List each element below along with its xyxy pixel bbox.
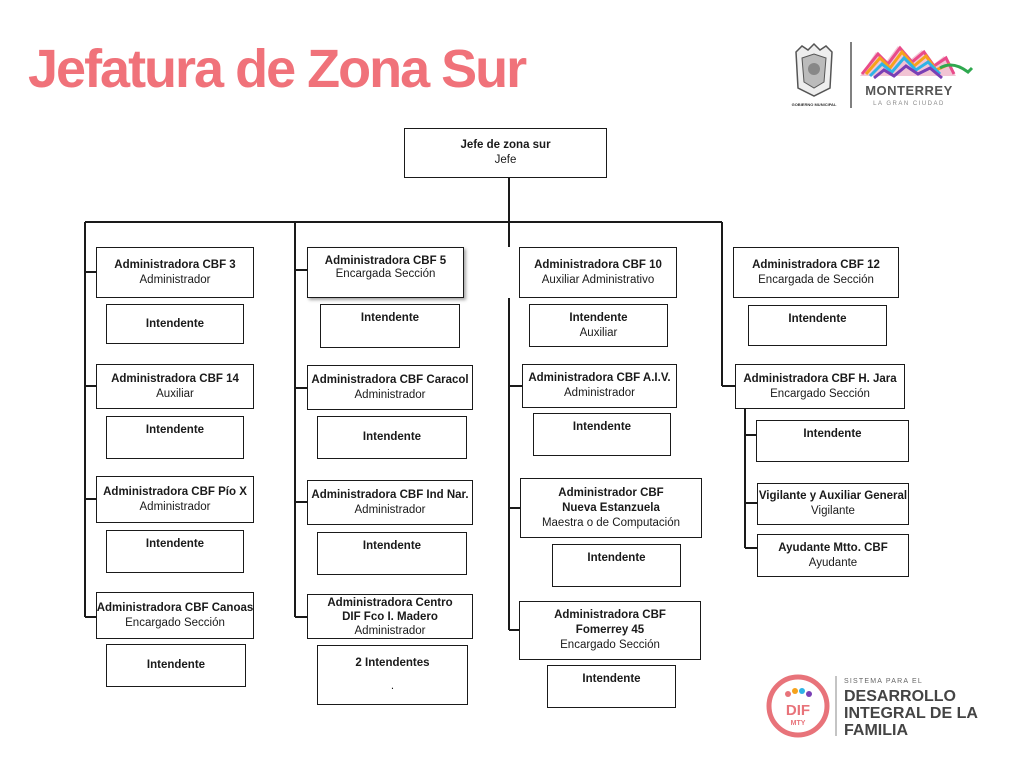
svg-text:DESARROLLO: DESARROLLO — [844, 688, 956, 705]
node-cbf-ind-nar-intendente — [317, 532, 467, 575]
node-note: . — [390, 680, 395, 692]
node-title: Intendente — [145, 538, 205, 550]
node-subtitle: Jefe — [494, 154, 517, 166]
node-cbf-10-intendente — [529, 304, 668, 347]
node-subtitle: Administrador — [354, 624, 426, 637]
page-title: Jefatura de Zona Sur — [28, 39, 526, 99]
node-cbf-canoas — [96, 592, 254, 639]
node-cbf-canoas-intendente — [106, 644, 246, 687]
node-subtitle: Encargado Sección — [560, 639, 660, 651]
node-subtitle: Encargada Sección — [335, 268, 436, 280]
node-cbf-nueva-estanzuela-intendente — [552, 544, 681, 587]
node-cbf-pio-x-intendente — [106, 530, 244, 573]
svg-text:INTEGRAL DE LA: INTEGRAL DE LA — [844, 705, 978, 722]
node-title-line-2: DIF Fco I. Madero — [342, 610, 438, 623]
node-cbf-fomerrey-45-intendente — [547, 665, 676, 708]
node-cbf-3-intendente — [106, 304, 244, 344]
node-subtitle: Vigilante — [811, 505, 855, 517]
dif-family-icon — [769, 677, 827, 735]
node-cbf-aiv — [522, 364, 677, 408]
dif-logo — [766, 670, 991, 742]
svg-text:MONTERREY: MONTERREY — [865, 83, 953, 98]
node-subtitle: Encargada de Sección — [758, 273, 874, 286]
node-subtitle: Ayudante — [808, 556, 858, 569]
node-cbf-5 — [307, 247, 464, 298]
node-cbf-caracol — [307, 365, 473, 410]
node-centro-dif-madero-intendentes — [317, 645, 468, 705]
node-title: Administradora CBF Ind Nar. — [311, 488, 469, 501]
node-cbf-fomerrey-45 — [519, 601, 701, 660]
node-title: Intendente — [572, 421, 632, 433]
node-cbf-h-jara-vigilante — [757, 483, 909, 525]
node-cbf-h-jara-ayudante — [757, 534, 909, 577]
svg-text:DIF: DIF — [785, 702, 811, 719]
node-cbf-pio-x — [96, 476, 254, 523]
svg-text:FAMILIA: FAMILIA — [844, 722, 908, 739]
node-title: Administradora CBF A.I.V. — [528, 372, 671, 384]
svg-text:MTY: MTY — [790, 720, 806, 727]
monterrey-rainbow-icon — [860, 46, 972, 78]
node-title: Intendente — [362, 540, 422, 552]
node-cbf-14-intendente — [106, 416, 244, 459]
node-cbf-12 — [733, 247, 899, 298]
svg-text:GOBIERNO MUNICIPAL: GOBIERNO MUNICIPAL — [791, 102, 837, 107]
node-title: Administradora CBF Pío X — [103, 485, 247, 498]
node-title: Ayudante Mtto. CBF — [778, 541, 888, 554]
node-title: Administradora CBF 12 — [752, 258, 880, 271]
node-title: Intendente — [803, 428, 862, 440]
node-cbf-ind-nar — [307, 480, 473, 525]
node-title: Administradora CBF 5 — [324, 255, 447, 267]
node-subtitle: Administrador — [354, 388, 426, 401]
node-title: Intendente — [569, 311, 628, 324]
node-cbf-h-jara — [735, 364, 905, 409]
node-subtitle: Encargado Sección — [125, 616, 225, 629]
svg-text:SISTEMA PARA EL: SISTEMA PARA EL — [844, 678, 923, 685]
node-title-line-2: Fomerrey 45 — [575, 624, 645, 636]
node-jefe-zona-sur — [404, 128, 607, 178]
node-subtitle: Administrador — [564, 387, 635, 399]
node-title-line-1: Administradora Centro — [327, 596, 453, 609]
node-title: Intendente — [360, 312, 420, 324]
node-title: Intendente — [587, 552, 646, 564]
node-title: 2 Intendentes — [355, 657, 430, 669]
node-title: Intendente — [145, 424, 205, 436]
municipal-seal-icon — [792, 44, 837, 107]
node-title: Administradora CBF Caracol — [311, 373, 469, 386]
node-subtitle: Auxiliar Administrativo — [541, 273, 655, 286]
node-subtitle: Auxiliar — [579, 326, 618, 339]
node-subtitle: Administrador — [139, 273, 211, 286]
node-subtitle: Encargado Sección — [770, 387, 870, 400]
node-cbf-nueva-estanzuela — [520, 478, 702, 538]
node-title-line-2: Nueva Estanzuela — [562, 501, 660, 514]
node-title: Intendente — [362, 431, 422, 443]
node-title-line-1: Administrador CBF — [558, 486, 664, 499]
node-title: Intendente — [582, 673, 641, 685]
node-subtitle: Auxiliar — [156, 387, 194, 400]
node-cbf-h-jara-intendente — [756, 420, 909, 462]
node-title: Intendente — [145, 317, 205, 330]
node-title: Administradora CBF 3 — [114, 258, 236, 271]
node-subtitle: Administrador — [354, 503, 426, 516]
node-title: Administradora CBF H. Jara — [743, 372, 897, 385]
node-cbf-14 — [96, 364, 254, 409]
node-title: Vigilante y Auxiliar General — [758, 490, 908, 502]
node-subtitle: Maestra o de Computación — [541, 516, 681, 529]
node-title: Intendente — [146, 659, 206, 671]
svg-text:LA GRAN CIUDAD: LA GRAN CIUDAD — [873, 101, 945, 107]
node-cbf-5-intendente — [320, 304, 460, 348]
node-title: Administradora CBF 14 — [111, 372, 239, 385]
node-cbf-3 — [96, 247, 254, 298]
node-title: Administradora CBF 10 — [534, 258, 662, 271]
node-title-line-1: Administradora CBF — [554, 609, 666, 621]
node-cbf-aiv-intendente — [533, 413, 671, 456]
node-cbf-10 — [519, 247, 677, 298]
node-cbf-caracol-intendente — [317, 416, 467, 459]
node-title: Administradora CBF Canoas — [96, 601, 254, 614]
node-subtitle: Administrador — [139, 500, 211, 513]
node-title: Intendente — [788, 313, 847, 325]
node-centro-dif-madero — [307, 594, 473, 639]
node-cbf-12-intendente — [748, 305, 887, 346]
monterrey-logo — [790, 38, 980, 110]
node-title: Jefe de zona sur — [460, 139, 551, 151]
